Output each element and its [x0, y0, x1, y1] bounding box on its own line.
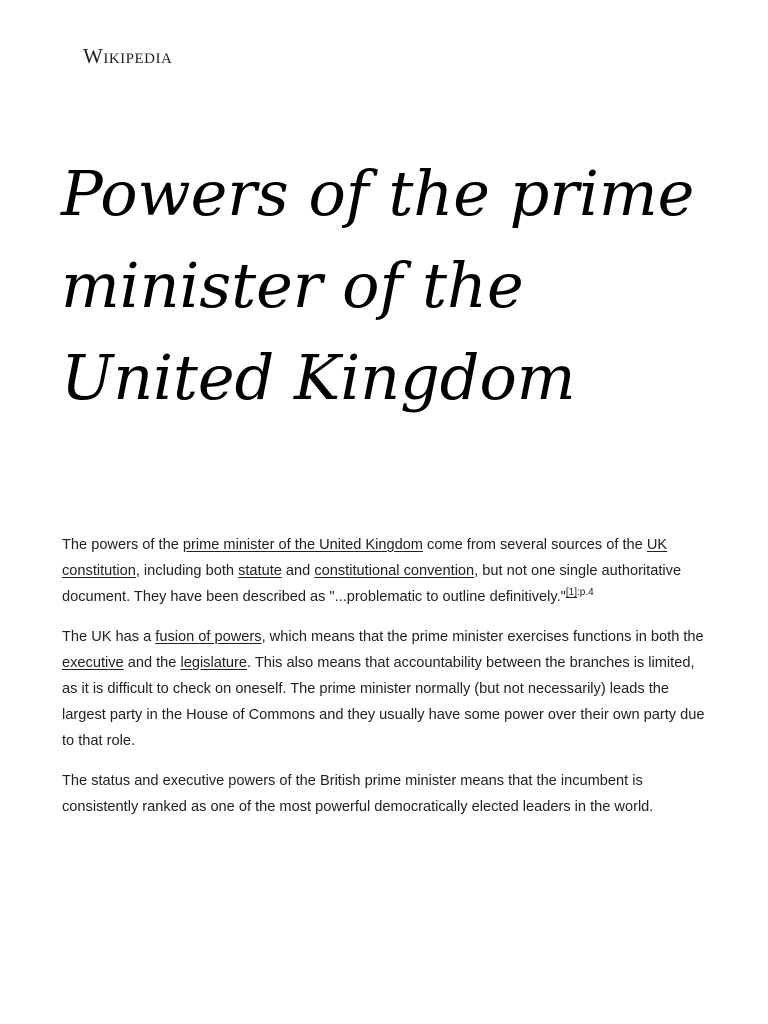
link-fusion-of-powers[interactable]: fusion of powers — [155, 629, 262, 646]
article-body — [62, 533, 706, 836]
page-title: Powers of the prime minister of the United Kingdom — [61, 157, 695, 414]
link-constitutional-convention[interactable]: constitutional convention — [314, 562, 475, 579]
reference-page: :p.4 — [577, 586, 594, 598]
wikipedia-logo[interactable]: Wikipedia — [83, 44, 173, 68]
text: The UK has a — [62, 629, 156, 646]
reference-link[interactable]: [1] — [565, 586, 577, 598]
paragraph-status: The status and executive powers of the British prime minister means that the incumbent is consistently ranked as one of the most powerful democratically elected leaders in the world. — [62, 773, 654, 816]
link-legislature[interactable]: legislature — [180, 655, 247, 672]
text: and the — [123, 655, 181, 672]
text: , but not one single authoritative document. They have been described as "...problematic to outline definitively." — [62, 562, 682, 605]
link-uk-constitution[interactable]: UK constitution — [62, 537, 668, 579]
paragraph-fusion — [62, 625, 706, 754]
text: come from several sources of the — [422, 537, 647, 553]
reference — [566, 587, 594, 598]
text: and — [281, 562, 315, 579]
link-statute[interactable]: statute — [238, 562, 282, 579]
text: , including both — [135, 562, 239, 579]
paragraph-intro — [62, 533, 706, 610]
link-executive[interactable]: executive — [62, 655, 124, 672]
text: , which means that the prime minister exercises functions in both the — [261, 629, 704, 646]
link-prime-minister[interactable]: prime minister of the United Kingdom — [182, 537, 423, 553]
text: . This also means that accountability between the branches is limited, as it is difficult to check on oneself. The prime minister normally (but not necessarily) leads the largest party in the House of Commons and they usually have some power over their own party due to that role. — [62, 655, 705, 749]
text: The powers of the — [62, 537, 183, 553]
